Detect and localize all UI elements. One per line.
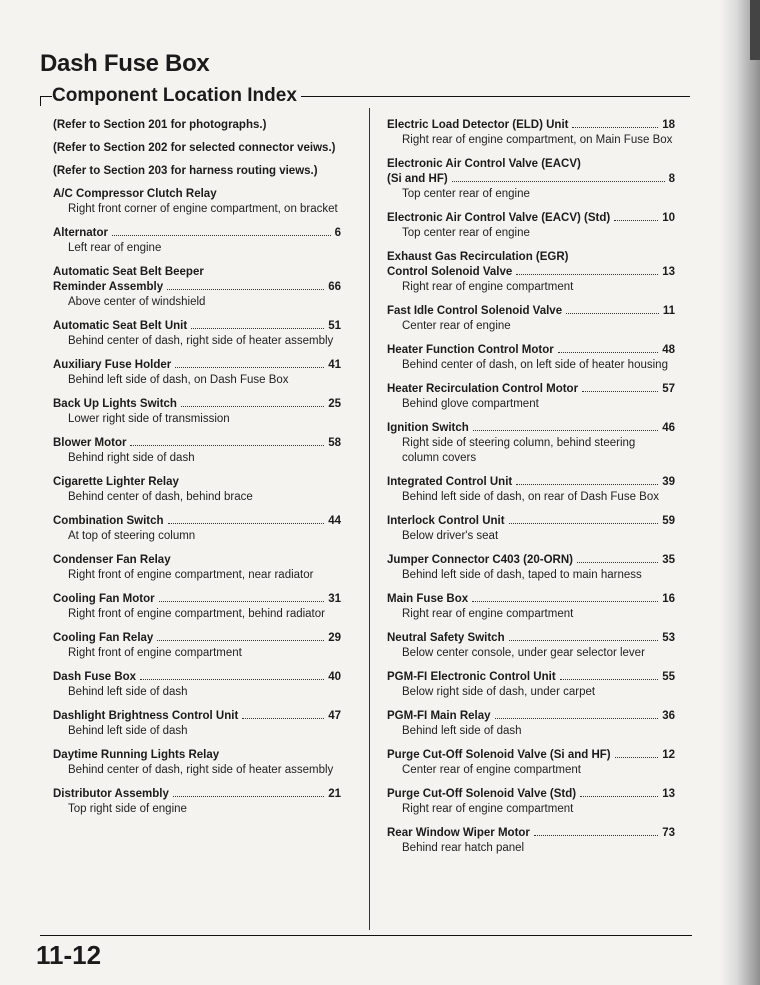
page-ref: 13 (662, 266, 675, 278)
index-entry (387, 157, 675, 202)
right-column (387, 118, 675, 865)
component-location: Behind left side of dash, on rear of Dash Fuse Box (402, 491, 659, 503)
index-entry (387, 631, 675, 661)
index-entry (53, 748, 341, 778)
component-location: Right front of engine compartment, behind radiator (68, 608, 325, 620)
page-ref: 55 (662, 671, 675, 683)
component-location: Behind center of dash, right side of heater assembly (68, 335, 334, 347)
index-entry (53, 514, 341, 544)
component-line (53, 436, 341, 451)
page-ref: 12 (662, 749, 675, 761)
index-entry (53, 787, 341, 817)
component-line (387, 787, 675, 802)
component-line (387, 211, 675, 226)
component-location: Right side of steering column, behind steering column covers (402, 437, 636, 464)
page-ref: 10 (662, 212, 675, 224)
component-location: Behind left side of dash (68, 725, 188, 737)
component-location: Below center console, under gear selector lever (402, 647, 645, 659)
component-name: Cigarette Lighter Relay (53, 476, 179, 488)
component-location: Right front of engine compartment, near radiator (68, 569, 314, 581)
dot-leader (560, 679, 659, 680)
component-name: Purge Cut-Off Solenoid Valve (Si and HF) (387, 749, 611, 761)
page-ref: 18 (662, 119, 675, 131)
component-line (53, 226, 341, 241)
component-location: Left rear of engine (68, 242, 162, 254)
component-location: Below driver's seat (402, 530, 499, 542)
component-location: Behind glove compartment (402, 398, 539, 410)
component-line (387, 382, 675, 397)
component-line (53, 319, 341, 334)
index-entry (387, 787, 675, 817)
component-name: Integrated Control Unit (387, 476, 513, 488)
dot-leader (181, 406, 324, 407)
component-line (387, 592, 675, 607)
component-name: Neutral Safety Switch (387, 632, 505, 644)
component-line (387, 826, 675, 841)
dot-leader (582, 391, 658, 392)
component-line (53, 748, 341, 763)
index-entry (387, 475, 675, 505)
component-line (53, 358, 341, 373)
dot-leader (473, 430, 658, 431)
dot-leader (168, 523, 325, 524)
component-location: Lower right side of transmission (68, 413, 230, 425)
page-number: 11-12 (36, 940, 102, 970)
component-line (53, 670, 341, 685)
page-ref: 25 (328, 398, 341, 410)
component-name: Main Fuse Box (387, 593, 469, 605)
index-entry (53, 553, 341, 583)
component-name: Purge Cut-Off Solenoid Valve (Std) (387, 788, 577, 800)
index-entry (53, 670, 341, 700)
component-name: Dash Fuse Box (53, 671, 137, 683)
reference-note: (Refer to Section 201 for photographs.) (53, 119, 267, 131)
component-name: Electronic Air Control Valve (EACV) (Std) (387, 212, 611, 224)
component-location: Above center of windshield (68, 296, 206, 308)
component-location: Center rear of engine (402, 320, 511, 332)
component-name: (Si and HF) (387, 173, 448, 185)
index-entry (387, 826, 675, 856)
component-line (387, 514, 675, 529)
component-line (387, 265, 675, 280)
component-location: Behind center of dash, on left side of heater housing (402, 359, 668, 371)
page-ref: 11 (662, 305, 675, 317)
dot-leader (130, 445, 324, 446)
component-line (53, 280, 341, 295)
component-line (53, 187, 341, 202)
index-entry (387, 211, 675, 241)
dot-leader (516, 274, 658, 275)
index-entry (53, 265, 341, 310)
component-location: Top right side of engine (68, 803, 187, 815)
page-edge-shadow (720, 0, 760, 985)
page-ref: 39 (662, 476, 675, 488)
page-ref: 16 (662, 593, 675, 605)
component-name: Condenser Fan Relay (53, 554, 171, 566)
component-location: Right rear of engine compartment (402, 608, 574, 620)
index-entry (53, 187, 341, 217)
index-entry (53, 397, 341, 427)
component-location: Right rear of engine compartment (402, 281, 574, 293)
index-entry (387, 748, 675, 778)
dot-leader (516, 484, 658, 485)
component-name: Blower Motor (53, 437, 127, 449)
reference-note: (Refer to Section 203 for harness routing views.) (53, 165, 318, 177)
component-name: Jumper Connector C403 (20-ORN) (387, 554, 573, 566)
component-location: Behind left side of dash (68, 686, 188, 698)
component-name: Ignition Switch (387, 422, 469, 434)
page-ref: 36 (662, 710, 675, 722)
page-ref: 6 (334, 227, 341, 239)
page-edge-corner (750, 0, 760, 60)
page-ref: 40 (328, 671, 341, 683)
component-name: Heater Function Control Motor (387, 344, 554, 356)
component-name: Daytime Running Lights Relay (53, 749, 220, 761)
dot-leader (157, 640, 324, 641)
dot-leader (614, 220, 658, 221)
section-bracket (40, 96, 41, 106)
page-ref: 48 (662, 344, 675, 356)
index-entry (53, 475, 341, 505)
component-line (387, 631, 675, 646)
dot-leader (140, 679, 324, 680)
component-line (53, 787, 341, 802)
component-name: Heater Recirculation Control Motor (387, 383, 579, 395)
component-location: Right rear of engine compartment, on Main Fuse Box (402, 134, 673, 146)
dot-leader (509, 523, 659, 524)
component-name: Fast Idle Control Solenoid Valve (387, 305, 563, 317)
page-ref: 73 (662, 827, 675, 839)
component-line (53, 514, 341, 529)
component-line (53, 631, 341, 646)
component-name: Dashlight Brightness Control Unit (53, 710, 239, 722)
component-line (387, 343, 675, 358)
index-entry (387, 304, 675, 334)
left-column (53, 118, 341, 826)
index-entry (387, 382, 675, 412)
page-title: Dash Fuse Box (40, 50, 210, 77)
component-line (387, 118, 675, 133)
component-location: Right front corner of engine compartment, on bracket (68, 203, 338, 215)
component-name: PGM-FI Electronic Control Unit (387, 671, 556, 683)
reference-note: (Refer to Section 202 for selected connector veiws.) (53, 142, 336, 154)
dot-leader (558, 352, 658, 353)
page-ref: 66 (328, 281, 341, 293)
component-location: Center rear of engine compartment (402, 764, 581, 776)
component-line (387, 748, 675, 763)
index-entry (387, 421, 675, 466)
component-line (387, 475, 675, 490)
index-entry (387, 514, 675, 544)
dot-leader (572, 127, 658, 128)
index-entry (53, 631, 341, 661)
dot-leader (167, 289, 324, 290)
component-location: Right front of engine compartment (68, 647, 242, 659)
component-location: Behind center of dash, right side of heater assembly (68, 764, 334, 776)
dot-leader (159, 601, 325, 602)
component-name: Back Up Lights Switch (53, 398, 177, 410)
component-line (387, 709, 675, 724)
component-location: Behind left side of dash, on Dash Fuse Box (68, 374, 289, 386)
component-line (387, 421, 675, 436)
component-location: Top center rear of engine (402, 227, 530, 239)
footer-rule (40, 935, 692, 936)
component-location: Behind center of dash, behind brace (68, 491, 253, 503)
component-line (387, 553, 675, 568)
component-name: Combination Switch (53, 515, 164, 527)
dot-leader (495, 718, 659, 719)
page-ref: 31 (328, 593, 341, 605)
index-entry (387, 343, 675, 373)
dot-leader (534, 835, 658, 836)
dot-leader (112, 235, 331, 236)
component-name: Distributor Assembly (53, 788, 169, 800)
component-name: Cooling Fan Relay (53, 632, 154, 644)
component-name: Automatic Seat Belt Beeper (53, 266, 204, 278)
index-entry (387, 118, 675, 148)
component-name: Interlock Control Unit (387, 515, 505, 527)
page-ref: 59 (662, 515, 675, 527)
dot-leader (452, 181, 665, 182)
page-ref: 8 (668, 173, 675, 185)
index-entry (387, 670, 675, 700)
component-name: A/C Compressor Clutch Relay (53, 188, 217, 200)
component-line (53, 592, 341, 607)
component-name: Auxiliary Fuse Holder (53, 359, 172, 371)
component-name: Alternator (53, 227, 108, 239)
dot-leader (580, 796, 658, 797)
component-line (387, 172, 675, 187)
dot-leader (173, 796, 324, 797)
component-line (53, 709, 341, 724)
component-name: Electric Load Detector (ELD) Unit (387, 119, 569, 131)
dot-leader (566, 313, 659, 314)
page-ref: 13 (662, 788, 675, 800)
index-entry (53, 358, 341, 388)
page-ref: 29 (328, 632, 341, 644)
component-line (53, 475, 341, 490)
index-entry (387, 250, 675, 295)
component-name: Electronic Air Control Valve (EACV) (387, 158, 581, 170)
index-entry (53, 436, 341, 466)
index-entry (53, 226, 341, 256)
component-line (387, 304, 675, 319)
dot-leader (615, 757, 659, 758)
dot-leader (509, 640, 659, 641)
page-ref: 35 (662, 554, 675, 566)
index-entry (387, 592, 675, 622)
page-ref: 53 (662, 632, 675, 644)
component-name: Automatic Seat Belt Unit (53, 320, 188, 332)
component-name: Control Solenoid Valve (387, 266, 513, 278)
component-name: PGM-FI Main Relay (387, 710, 491, 722)
section-subtitle: Component Location Index (52, 85, 301, 107)
component-name: Exhaust Gas Recirculation (EGR) (387, 251, 569, 263)
index-entry (387, 553, 675, 583)
page-ref: 47 (328, 710, 341, 722)
component-location: Behind right side of dash (68, 452, 195, 464)
page-ref: 46 (662, 422, 675, 434)
dot-leader (175, 367, 324, 368)
dot-leader (191, 328, 324, 329)
column-divider (369, 108, 370, 930)
dot-leader (472, 601, 658, 602)
page-ref: 44 (328, 515, 341, 527)
component-name: Reminder Assembly (53, 281, 164, 293)
component-line (53, 553, 341, 568)
component-location: Right rear of engine compartment (402, 803, 574, 815)
component-location: At top of steering column (68, 530, 196, 542)
index-entry (387, 709, 675, 739)
page-ref: 51 (328, 320, 341, 332)
dot-leader (242, 718, 324, 719)
component-location: Below right side of dash, under carpet (402, 686, 596, 698)
page-ref: 41 (328, 359, 341, 371)
component-location: Top center rear of engine (402, 188, 530, 200)
component-location: Behind left side of dash (402, 725, 522, 737)
page-ref: 57 (662, 383, 675, 395)
component-location: Behind rear hatch panel (402, 842, 525, 854)
page-ref: 21 (328, 788, 341, 800)
component-location: Behind left side of dash, taped to main harness (402, 569, 642, 581)
component-name: Rear Window Wiper Motor (387, 827, 530, 839)
dot-leader (577, 562, 658, 563)
index-entry (53, 709, 341, 739)
component-name: Cooling Fan Motor (53, 593, 155, 605)
page-ref: 58 (328, 437, 341, 449)
index-entry (53, 319, 341, 349)
component-line (387, 670, 675, 685)
component-line (53, 397, 341, 412)
index-entry (53, 592, 341, 622)
